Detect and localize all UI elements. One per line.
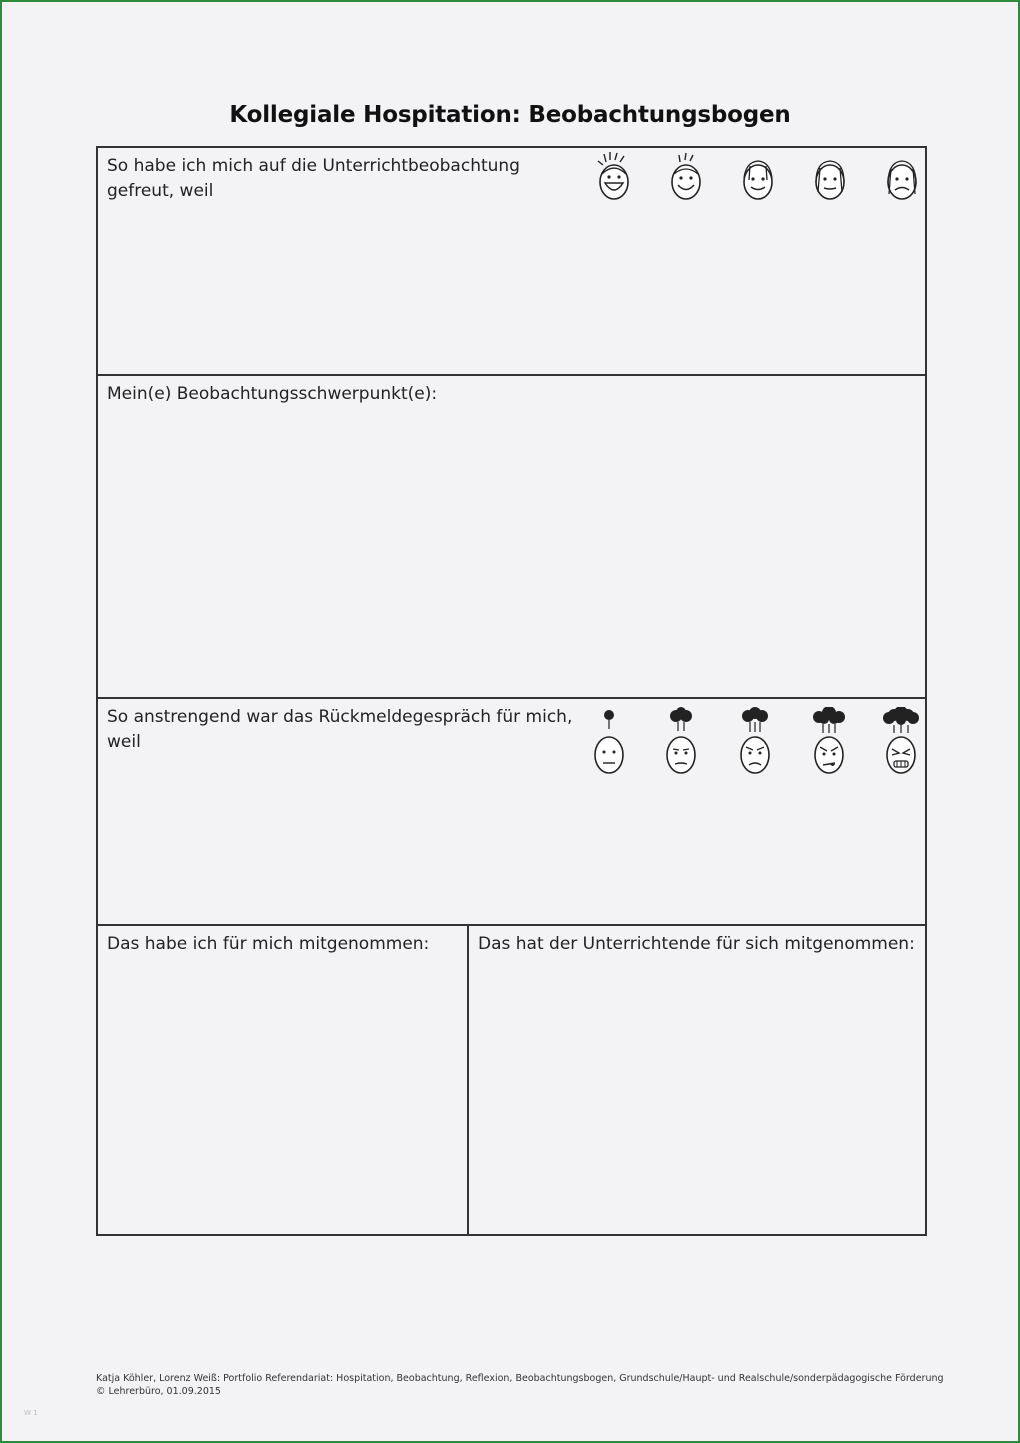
slightly-stressed-head-icon[interactable] [660, 707, 702, 782]
page-title: Kollegiale Hospitation: Beobachtungsbogen [229, 102, 791, 128]
slight-smile-face-icon[interactable] [810, 152, 850, 207]
observation-form [96, 146, 927, 1236]
section-focus-label: Mein(e) Beobachtungsschwerpunkt(e): [107, 384, 438, 404]
footer-copyright: © Lehrerbüro, 01.09.2015 [96, 1386, 221, 1397]
happy-face-icon[interactable] [666, 152, 706, 207]
strain-scale [588, 707, 924, 787]
section-strain-label: So anstrengend war das Rückmeldegespräch für mich, weil [107, 707, 573, 752]
takeaways-teacher-label: Das hat der Unterrichtende für sich mitgenommen: [478, 934, 915, 954]
takeaways-self-box[interactable] [98, 926, 469, 1236]
stressed-head-icon[interactable] [734, 707, 776, 782]
section-focus[interactable] [98, 376, 925, 699]
very-stressed-head-icon[interactable] [808, 707, 850, 782]
calm-head-icon[interactable] [588, 707, 630, 782]
very-happy-face-icon[interactable] [594, 152, 634, 207]
sad-face-icon[interactable] [882, 152, 922, 207]
footer [96, 1372, 944, 1398]
footer-citation: Katja Köhler, Lorenz Weiß: Portfolio Referendariat: Hospitation, Beobachtung, Reflexion, Beobachtungsbogen, Grundschule/Haupt- und Realschule/sonderpädagogische Förderung [96, 1373, 944, 1384]
section-takeaways [98, 926, 925, 1236]
takeaways-self-label: Das habe ich für mich mitgenommen: [107, 934, 430, 954]
exhausted-head-icon[interactable] [880, 707, 922, 782]
section-strain[interactable] [98, 699, 925, 926]
corner-mark: W 1 [24, 1409, 38, 1417]
section-joy-label: So habe ich mich auf die Unterrichtbeobachtung gefreut, weil [107, 156, 520, 201]
joy-scale [588, 152, 924, 212]
takeaways-teacher-box[interactable] [469, 926, 925, 1236]
section-joy[interactable] [98, 148, 925, 376]
neutral-smile-face-icon[interactable] [738, 152, 778, 207]
